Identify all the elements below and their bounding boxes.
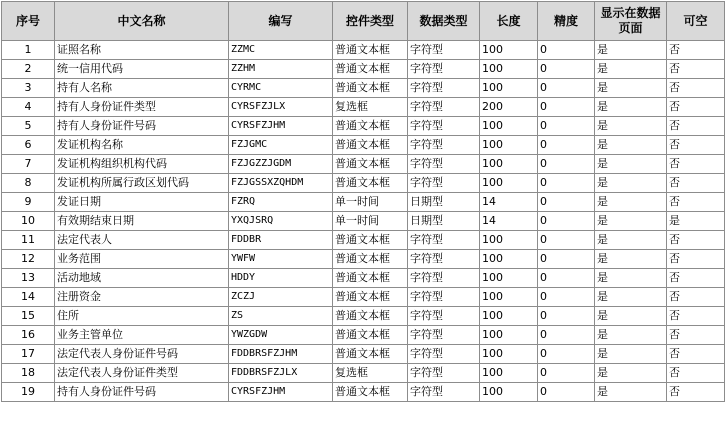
table-row	[2, 250, 725, 269]
cell-show-on-page: 是	[595, 117, 667, 136]
cell-chinese-name: 发证机构名称	[55, 136, 229, 155]
cell-control-type: 普通文本框	[333, 307, 408, 326]
cell-precision: 0	[538, 288, 595, 307]
cell-abbreviation: FZRQ	[229, 193, 333, 212]
cell-abbreviation: YXQJSRQ	[229, 212, 333, 231]
cell-abbreviation: CYRSFZJHM	[229, 383, 333, 402]
cell-control-type: 普通文本框	[333, 79, 408, 98]
cell-precision: 0	[538, 193, 595, 212]
cell-index: 12	[2, 250, 55, 269]
cell-show-on-page: 是	[595, 383, 667, 402]
cell-precision: 0	[538, 155, 595, 174]
cell-nullable: 否	[667, 117, 725, 136]
cell-control-type: 普通文本框	[333, 288, 408, 307]
table-row	[2, 383, 725, 402]
cell-precision: 0	[538, 41, 595, 60]
table-row	[2, 345, 725, 364]
cell-length: 14	[480, 212, 538, 231]
cell-chinese-name: 证照名称	[55, 41, 229, 60]
cell-control-type: 普通文本框	[333, 41, 408, 60]
cell-chinese-name: 业务主管单位	[55, 326, 229, 345]
cell-length: 100	[480, 383, 538, 402]
cell-show-on-page: 是	[595, 288, 667, 307]
cell-data-type: 字符型	[408, 231, 480, 250]
cell-chinese-name: 发证机构所属行政区划代码	[55, 174, 229, 193]
cell-show-on-page: 是	[595, 231, 667, 250]
cell-index: 1	[2, 41, 55, 60]
cell-nullable: 否	[667, 269, 725, 288]
cell-control-type: 普通文本框	[333, 250, 408, 269]
cell-index: 4	[2, 98, 55, 117]
cell-show-on-page: 是	[595, 174, 667, 193]
cell-index: 15	[2, 307, 55, 326]
cell-precision: 0	[538, 60, 595, 79]
cell-length: 100	[480, 345, 538, 364]
cell-show-on-page: 是	[595, 155, 667, 174]
cell-index: 14	[2, 288, 55, 307]
cell-data-type: 字符型	[408, 155, 480, 174]
cell-precision: 0	[538, 345, 595, 364]
cell-nullable: 是	[667, 212, 725, 231]
cell-data-type: 字符型	[408, 174, 480, 193]
table-row	[2, 174, 725, 193]
table-body	[2, 41, 725, 402]
cell-abbreviation: FDDBR	[229, 231, 333, 250]
cell-length: 100	[480, 326, 538, 345]
cell-precision: 0	[538, 364, 595, 383]
cell-data-type: 字符型	[408, 136, 480, 155]
cell-control-type: 普通文本框	[333, 136, 408, 155]
cell-control-type: 复选框	[333, 364, 408, 383]
cell-data-type: 日期型	[408, 212, 480, 231]
cell-show-on-page: 是	[595, 136, 667, 155]
cell-nullable: 否	[667, 136, 725, 155]
cell-length: 100	[480, 60, 538, 79]
cell-index: 6	[2, 136, 55, 155]
cell-nullable: 否	[667, 345, 725, 364]
cell-precision: 0	[538, 117, 595, 136]
table-row	[2, 364, 725, 383]
cell-abbreviation: ZCZJ	[229, 288, 333, 307]
cell-precision: 0	[538, 269, 595, 288]
cell-precision: 0	[538, 79, 595, 98]
cell-length: 100	[480, 41, 538, 60]
table-row	[2, 60, 725, 79]
cell-precision: 0	[538, 98, 595, 117]
table-row	[2, 136, 725, 155]
header-precision: 精度	[538, 2, 595, 41]
cell-precision: 0	[538, 174, 595, 193]
cell-precision: 0	[538, 383, 595, 402]
cell-show-on-page: 是	[595, 250, 667, 269]
cell-length: 100	[480, 364, 538, 383]
header-index: 序号	[2, 2, 55, 41]
cell-abbreviation: ZZMC	[229, 41, 333, 60]
cell-data-type: 字符型	[408, 383, 480, 402]
cell-show-on-page: 是	[595, 269, 667, 288]
cell-nullable: 否	[667, 307, 725, 326]
cell-index: 10	[2, 212, 55, 231]
header-control-type: 控件类型	[333, 2, 408, 41]
header-data-type: 数据类型	[408, 2, 480, 41]
cell-chinese-name: 持有人身份证件号码	[55, 117, 229, 136]
cell-show-on-page: 是	[595, 307, 667, 326]
cell-precision: 0	[538, 326, 595, 345]
cell-length: 100	[480, 155, 538, 174]
cell-abbreviation: CYRSFZJLX	[229, 98, 333, 117]
cell-show-on-page: 是	[595, 79, 667, 98]
cell-data-type: 字符型	[408, 60, 480, 79]
cell-length: 100	[480, 288, 538, 307]
cell-precision: 0	[538, 250, 595, 269]
cell-control-type: 普通文本框	[333, 326, 408, 345]
cell-data-type: 字符型	[408, 98, 480, 117]
cell-control-type: 普通文本框	[333, 155, 408, 174]
cell-chinese-name: 持有人身份证件类型	[55, 98, 229, 117]
cell-control-type: 复选框	[333, 98, 408, 117]
cell-nullable: 否	[667, 98, 725, 117]
cell-index: 17	[2, 345, 55, 364]
cell-precision: 0	[538, 212, 595, 231]
cell-data-type: 字符型	[408, 364, 480, 383]
cell-show-on-page: 是	[595, 326, 667, 345]
cell-length: 100	[480, 117, 538, 136]
cell-index: 19	[2, 383, 55, 402]
cell-data-type: 字符型	[408, 250, 480, 269]
header-abbreviation: 编写	[229, 2, 333, 41]
cell-chinese-name: 持有人身份证件号码	[55, 383, 229, 402]
table-row	[2, 41, 725, 60]
cell-chinese-name: 发证日期	[55, 193, 229, 212]
cell-index: 2	[2, 60, 55, 79]
cell-data-type: 字符型	[408, 288, 480, 307]
cell-chinese-name: 住所	[55, 307, 229, 326]
table-row	[2, 269, 725, 288]
cell-chinese-name: 活动地域	[55, 269, 229, 288]
cell-index: 7	[2, 155, 55, 174]
cell-precision: 0	[538, 231, 595, 250]
cell-chinese-name: 法定代表人身份证件类型	[55, 364, 229, 383]
cell-show-on-page: 是	[595, 193, 667, 212]
cell-nullable: 否	[667, 174, 725, 193]
cell-show-on-page: 是	[595, 60, 667, 79]
cell-nullable: 否	[667, 193, 725, 212]
cell-length: 100	[480, 136, 538, 155]
cell-abbreviation: ZZHM	[229, 60, 333, 79]
cell-precision: 0	[538, 136, 595, 155]
cell-abbreviation: ZS	[229, 307, 333, 326]
cell-length: 100	[480, 79, 538, 98]
cell-precision: 0	[538, 307, 595, 326]
cell-data-type: 字符型	[408, 41, 480, 60]
cell-data-type: 字符型	[408, 117, 480, 136]
cell-nullable: 否	[667, 41, 725, 60]
cell-abbreviation: CYRSFZJHM	[229, 117, 333, 136]
cell-nullable: 否	[667, 364, 725, 383]
cell-control-type: 普通文本框	[333, 269, 408, 288]
cell-abbreviation: FZJGZZJGDM	[229, 155, 333, 174]
cell-abbreviation: FDDBRSFZJLX	[229, 364, 333, 383]
cell-control-type: 单一时间	[333, 212, 408, 231]
cell-abbreviation: FZJGSSXZQHDM	[229, 174, 333, 193]
cell-index: 16	[2, 326, 55, 345]
cell-abbreviation: FZJGMC	[229, 136, 333, 155]
table-row	[2, 288, 725, 307]
cell-data-type: 字符型	[408, 269, 480, 288]
table-row	[2, 98, 725, 117]
cell-data-type: 字符型	[408, 307, 480, 326]
cell-control-type: 普通文本框	[333, 117, 408, 136]
cell-nullable: 否	[667, 326, 725, 345]
cell-data-type: 日期型	[408, 193, 480, 212]
cell-control-type: 普通文本框	[333, 231, 408, 250]
cell-abbreviation: FDDBRSFZJHM	[229, 345, 333, 364]
cell-data-type: 字符型	[408, 345, 480, 364]
cell-abbreviation: HDDY	[229, 269, 333, 288]
cell-nullable: 否	[667, 155, 725, 174]
cell-control-type: 单一时间	[333, 193, 408, 212]
cell-chinese-name: 注册资金	[55, 288, 229, 307]
header-chinese-name: 中文名称	[55, 2, 229, 41]
cell-show-on-page: 是	[595, 345, 667, 364]
cell-chinese-name: 业务范围	[55, 250, 229, 269]
table-row	[2, 326, 725, 345]
cell-nullable: 否	[667, 60, 725, 79]
cell-nullable: 否	[667, 383, 725, 402]
cell-control-type: 普通文本框	[333, 383, 408, 402]
table-row	[2, 231, 725, 250]
cell-index: 13	[2, 269, 55, 288]
cell-chinese-name: 发证机构组织机构代码	[55, 155, 229, 174]
cell-control-type: 普通文本框	[333, 345, 408, 364]
table-row	[2, 193, 725, 212]
cell-index: 11	[2, 231, 55, 250]
field-definition-table	[1, 1, 725, 402]
cell-show-on-page: 是	[595, 364, 667, 383]
cell-nullable: 否	[667, 231, 725, 250]
cell-control-type: 普通文本框	[333, 60, 408, 79]
cell-length: 100	[480, 269, 538, 288]
cell-index: 18	[2, 364, 55, 383]
cell-length: 100	[480, 174, 538, 193]
header-length: 长度	[480, 2, 538, 41]
cell-nullable: 否	[667, 250, 725, 269]
table-row	[2, 307, 725, 326]
cell-length: 100	[480, 250, 538, 269]
table-row	[2, 117, 725, 136]
cell-chinese-name: 有效期结束日期	[55, 212, 229, 231]
cell-index: 3	[2, 79, 55, 98]
header-nullable: 可空	[667, 2, 725, 41]
cell-abbreviation: CYRMC	[229, 79, 333, 98]
cell-index: 5	[2, 117, 55, 136]
table-row	[2, 212, 725, 231]
cell-chinese-name: 统一信用代码	[55, 60, 229, 79]
cell-index: 8	[2, 174, 55, 193]
cell-show-on-page: 是	[595, 41, 667, 60]
cell-nullable: 否	[667, 288, 725, 307]
cell-nullable: 否	[667, 79, 725, 98]
cell-show-on-page: 是	[595, 98, 667, 117]
cell-control-type: 普通文本框	[333, 174, 408, 193]
cell-chinese-name: 持有人名称	[55, 79, 229, 98]
cell-index: 9	[2, 193, 55, 212]
table-header-row	[2, 2, 725, 41]
cell-abbreviation: YWZGDW	[229, 326, 333, 345]
header-show-on-page: 显示在数据页面	[595, 2, 667, 41]
cell-abbreviation: YWFW	[229, 250, 333, 269]
table-row	[2, 79, 725, 98]
cell-data-type: 字符型	[408, 326, 480, 345]
cell-chinese-name: 法定代表人	[55, 231, 229, 250]
cell-length: 100	[480, 307, 538, 326]
cell-length: 200	[480, 98, 538, 117]
cell-data-type: 字符型	[408, 79, 480, 98]
cell-length: 14	[480, 193, 538, 212]
table-row	[2, 155, 725, 174]
cell-length: 100	[480, 231, 538, 250]
cell-chinese-name: 法定代表人身份证件号码	[55, 345, 229, 364]
cell-show-on-page: 是	[595, 212, 667, 231]
